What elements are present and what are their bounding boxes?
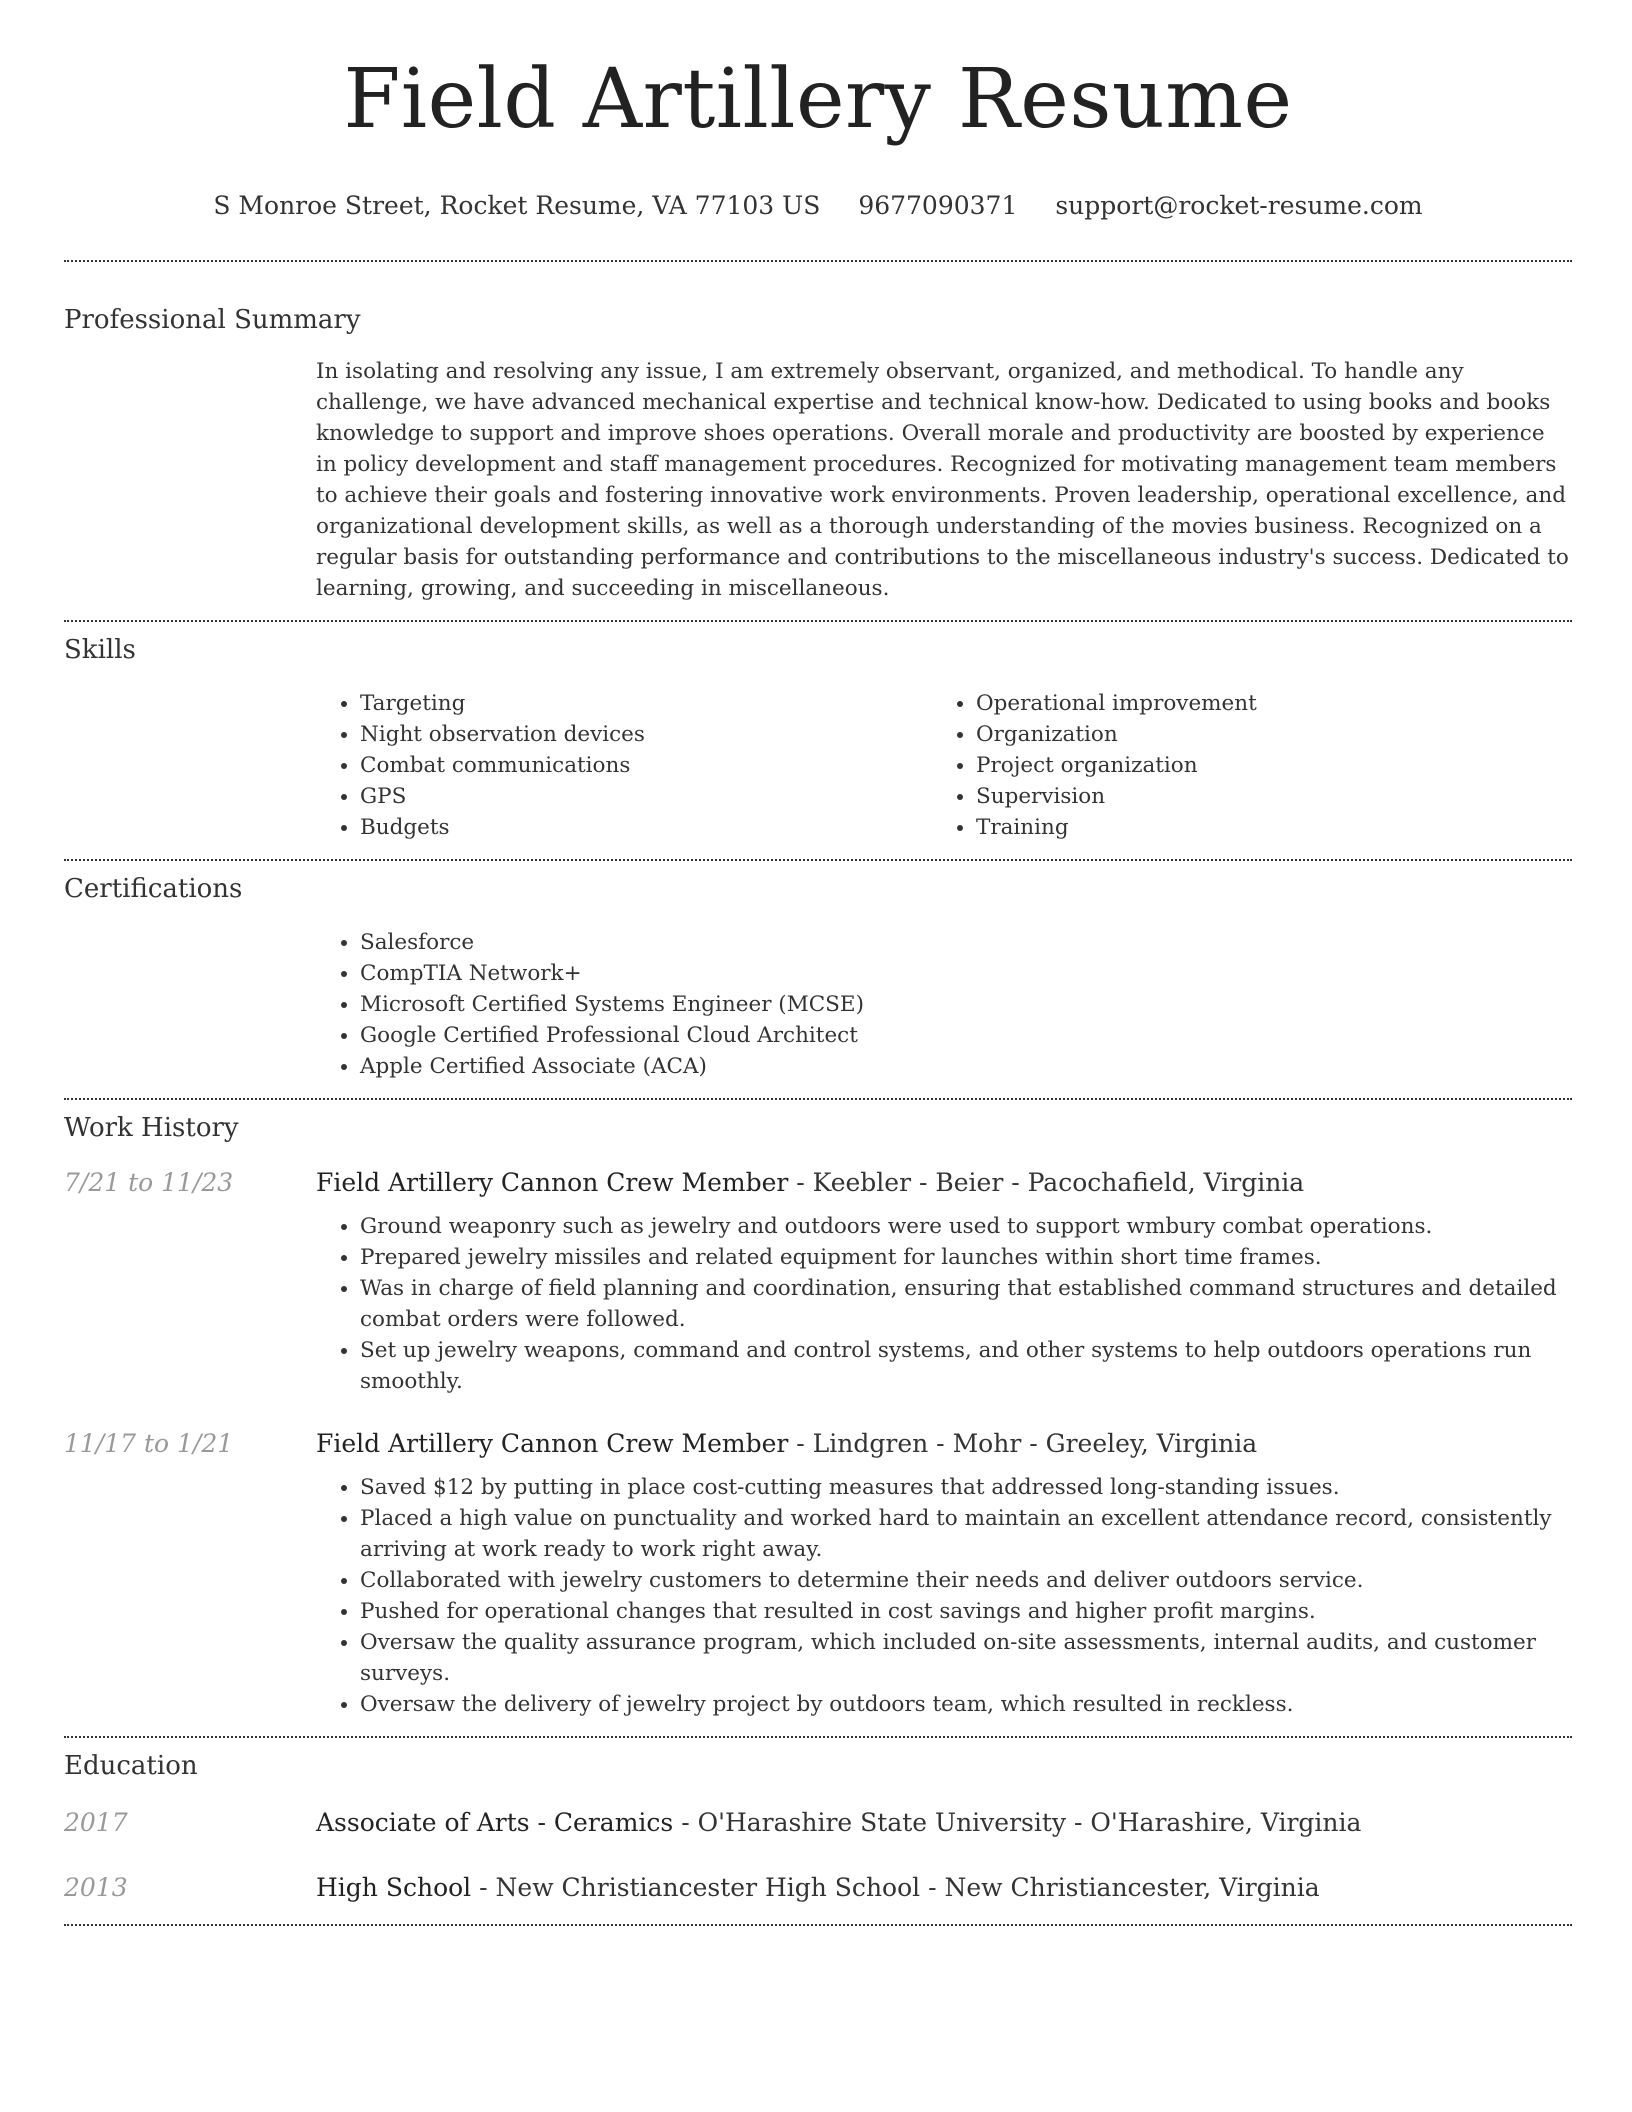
skills-list-left <box>316 688 932 843</box>
job-bullet: • Oversaw the quality assurance program, which included on-site assessments, internal audits, and customer surveys. <box>360 1627 1572 1689</box>
education-year: 2013 <box>64 1873 128 1902</box>
job-bullet: • Was in charge of field planning and coordination, ensuring that established command structures and detailed combat orders were followed. <box>360 1273 1572 1335</box>
section-title-skills: Skills <box>64 635 136 665</box>
address-text: S Monroe Street, Rocket Resume, VA 77103 US <box>213 191 821 220</box>
job-title <box>316 1168 1304 1197</box>
job-bullet: • Prepared jewelry missiles and related equipment for launches within short time frames. <box>360 1242 1572 1273</box>
job-bullet: • Collaborated with jewelry customers to determine their needs and deliver outdoors service. <box>360 1565 1572 1596</box>
section-title-education: Education <box>64 1751 198 1781</box>
job-bullet: • Set up jewelry weapons, command and control systems, and other systems to help outdoors operations run smoothly. <box>360 1335 1572 1397</box>
education-degree: High School <box>316 1873 472 1902</box>
certification-item: • Apple Certified Associate (ACA) <box>360 1051 1572 1082</box>
phone-text: 9677090371 <box>858 191 1018 220</box>
education-entry <box>64 1808 1572 1837</box>
job-bullets <box>316 1472 1572 1720</box>
skill-item: • Combat communications <box>360 750 932 781</box>
certification-item: • CompTIA Network+ <box>360 958 1572 989</box>
section-title-certifications: Certifications <box>64 874 243 904</box>
job-role: Field Artillery Cannon Crew Member <box>316 1429 789 1458</box>
skill-item: • Supervision <box>976 781 1548 812</box>
section-title-summary: Professional Summary <box>64 305 361 335</box>
job-entry <box>64 1168 1572 1397</box>
summary-text: In isolating and resolving any issue, I am extremely observant, organized, and methodical. To handle any challenge, we have advanced mechanical expertise and technical know-how. Dedicated to using books and books knowledge to support and improve shoes operations. Overall morale and productivity are boosted by experience in policy development and staff management procedures. Recognized for motivating management team members to achieve their goals and fostering innovative work environments. Proven leadership, operational excellence, and organizational development skills, as well as a thorough understanding of the movies business. Recognized on a regular basis for outstanding performance and contributions to the miscellaneous industry's success. Dedicated to learning, growing, and succeeding in miscellaneous. <box>316 359 1569 601</box>
resume-title: Field Artillery Resume <box>343 52 1293 147</box>
education-entry <box>64 1873 1572 1902</box>
skill-item: • Night observation devices <box>360 719 932 750</box>
skill-item: • GPS <box>360 781 932 812</box>
skill-item: • Operational improvement <box>976 688 1548 719</box>
job-bullet: • Placed a high value on punctuality and worked hard to maintain an excellent attendance record, consistently arriving at work ready to work right away. <box>360 1503 1572 1565</box>
education-school-location: - New Christiancester High School - New Christiancester, Virginia <box>471 1873 1320 1902</box>
skills-section <box>64 622 1572 843</box>
education-school-location: - O'Harashire State University - O'Harashire, Virginia <box>673 1808 1362 1837</box>
certification-item: • Google Certified Professional Cloud Architect <box>360 1020 1572 1051</box>
skill-item: • Training <box>976 812 1548 843</box>
job-title <box>316 1429 1257 1458</box>
education-section <box>64 1738 1572 1902</box>
job-dates: 11/17 to 1/21 <box>64 1429 234 1458</box>
job-dates: 7/21 to 11/23 <box>64 1168 234 1197</box>
skills-list-right <box>932 688 1548 843</box>
skill-item: • Budgets <box>360 812 932 843</box>
skill-item: • Project organization <box>976 750 1548 781</box>
job-entry <box>64 1429 1572 1720</box>
contact-line <box>64 188 1572 224</box>
skill-item: • Targeting <box>360 688 932 719</box>
certification-item: • Microsoft Certified Systems Engineer (MCSE) <box>360 989 1572 1020</box>
summary-section <box>64 262 1572 604</box>
job-employer-location: - Lindgren - Mohr - Greeley, Virginia <box>788 1429 1258 1458</box>
divider <box>64 1924 1572 1926</box>
job-bullet: • Ground weaponry such as jewelry and outdoors were used to support wmbury combat operations. <box>360 1211 1572 1242</box>
section-title-work-history: Work History <box>64 1113 239 1143</box>
education-title <box>316 1808 1361 1837</box>
job-bullet: • Oversaw the delivery of jewelry project by outdoors team, which resulted in reckless. <box>360 1689 1572 1720</box>
certifications-section <box>64 861 1572 1082</box>
certifications-list <box>316 927 1572 1082</box>
education-year: 2017 <box>64 1808 128 1837</box>
resume-page <box>64 0 1572 1926</box>
email-link[interactable]: support@rocket-resume.com <box>1055 191 1423 220</box>
job-employer-location: - Keebler - Beier - Pacochafield, Virginia <box>788 1168 1305 1197</box>
job-bullet: • Saved $12 by putting in place cost-cutting measures that addressed long-standing issues. <box>360 1472 1572 1503</box>
skill-item: • Organization <box>976 719 1548 750</box>
education-degree: Associate of Arts - Ceramics <box>316 1808 674 1837</box>
job-bullet: • Pushed for operational changes that resulted in cost savings and higher profit margins. <box>360 1596 1572 1627</box>
education-title <box>316 1873 1320 1902</box>
job-bullets <box>316 1211 1572 1397</box>
certification-item: • Salesforce <box>360 927 1572 958</box>
job-role: Field Artillery Cannon Crew Member <box>316 1168 789 1197</box>
work-history-section <box>64 1100 1572 1720</box>
